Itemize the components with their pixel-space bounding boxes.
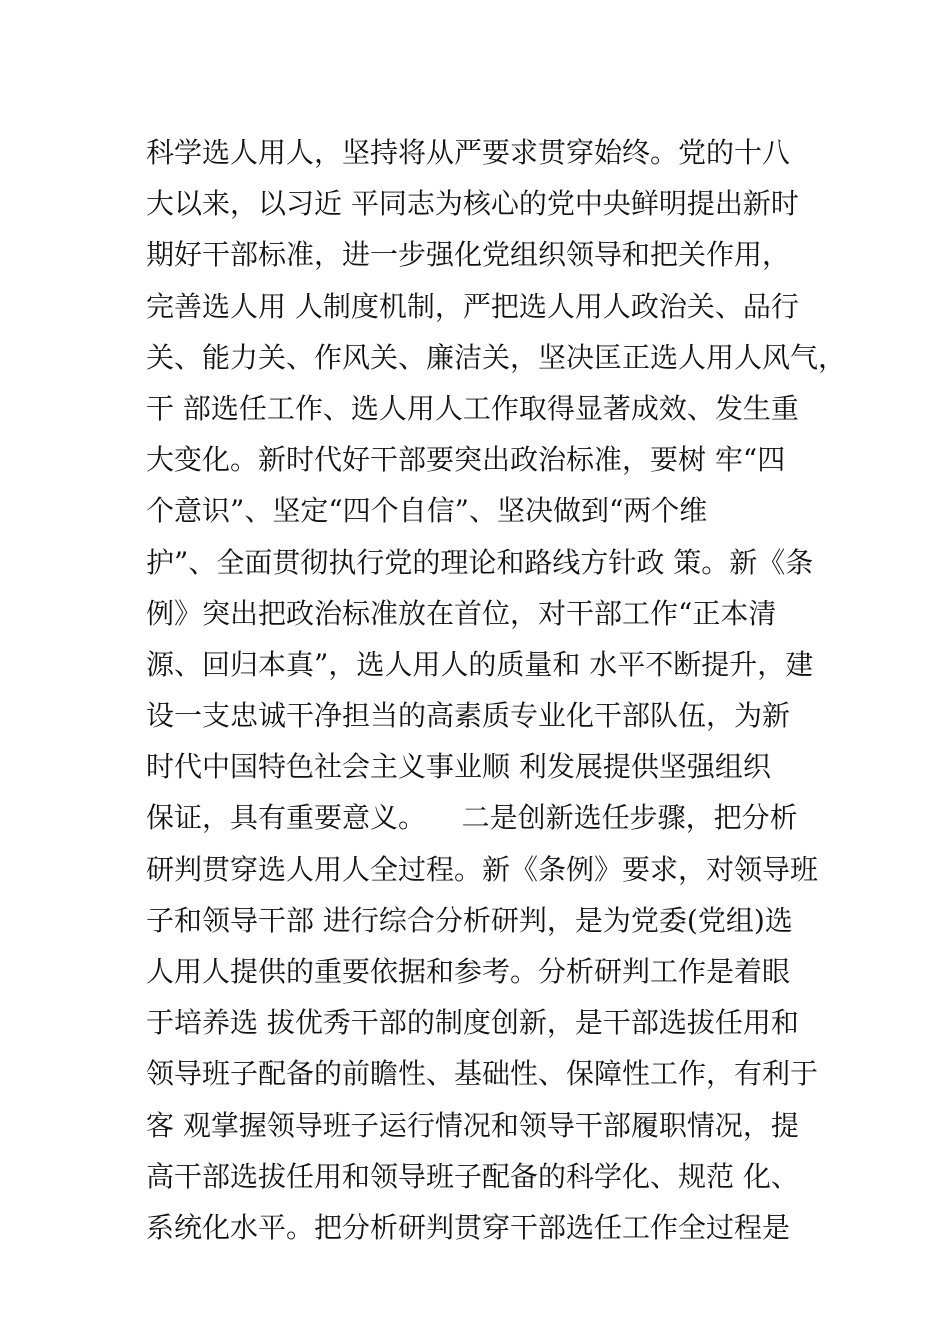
text-line: 完善选人用 人制度机制，严把选人用人政治关、品行 [146, 289, 799, 323]
text-line: 个意识”、坚定“四个自信”、坚决做到“两个维 [146, 494, 708, 528]
text-line: 高干部选拔任用和领导班子配备的科学化、规范 化、 [146, 1159, 799, 1193]
text-line: 系统化水平。把分析研判贯穿干部选任工作全过程是 [146, 1210, 791, 1244]
text-line: 于培养选 拔优秀干部的制度创新，是干部选拔任用和 [146, 1006, 799, 1040]
text-line: 期好干部标准，进一步强化党组织领导和把关作用， [146, 238, 791, 272]
text-line: 设一支忠诚干净担当的高素质专业化干部队伍，为新 [146, 699, 791, 733]
text-line: 关、能力关、作风关、廉洁关，坚决匡正选人用人风气， [146, 340, 847, 374]
text-line: 保证，具有重要意义。 二是创新选任步骤，把分析 [146, 801, 798, 835]
text-line: 科学选人用人，坚持将从严要求贯穿始终。党的十八 [146, 136, 791, 169]
text-line: 大以来，以习近 平同志为核心的党中央鲜明提出新时 [146, 187, 799, 221]
text-line: 例》突出把政治标准放在首位，对干部工作“正本清 [146, 596, 777, 630]
text-line: 领导班子配备的前瞻性、基础性、保障性工作，有利于 [146, 1057, 819, 1091]
text-line: 人用人提供的重要依据和参考。分析研判工作是着眼 [146, 955, 791, 988]
text-line: 客 观掌握领导班子运行情况和领导干部履职情况，提 [146, 1108, 799, 1142]
text-line: 子和领导干部 进行综合分析研判，是为党委(党组)选 [146, 903, 793, 937]
text-line: 大变化。新时代好干部要突出政治标准，要树 牢“四 [146, 443, 786, 477]
text-line: 研判贯穿选人用人全过程。新《条例》要求，对领导班 [146, 852, 819, 886]
text-line: 护”、全面贯彻执行党的理论和路线方针政 策。新《条 [146, 545, 814, 579]
text-line: 干 部选任工作、选人用人工作取得显著成效、发生重 [146, 391, 799, 425]
text-line: 时代中国特色社会主义事业顺 利发展提供坚强组织 [146, 750, 771, 784]
body-text [146, 127, 847, 1253]
text-line: 源、回归本真”，选人用人的质量和 水平不断提升，建 [146, 647, 814, 681]
